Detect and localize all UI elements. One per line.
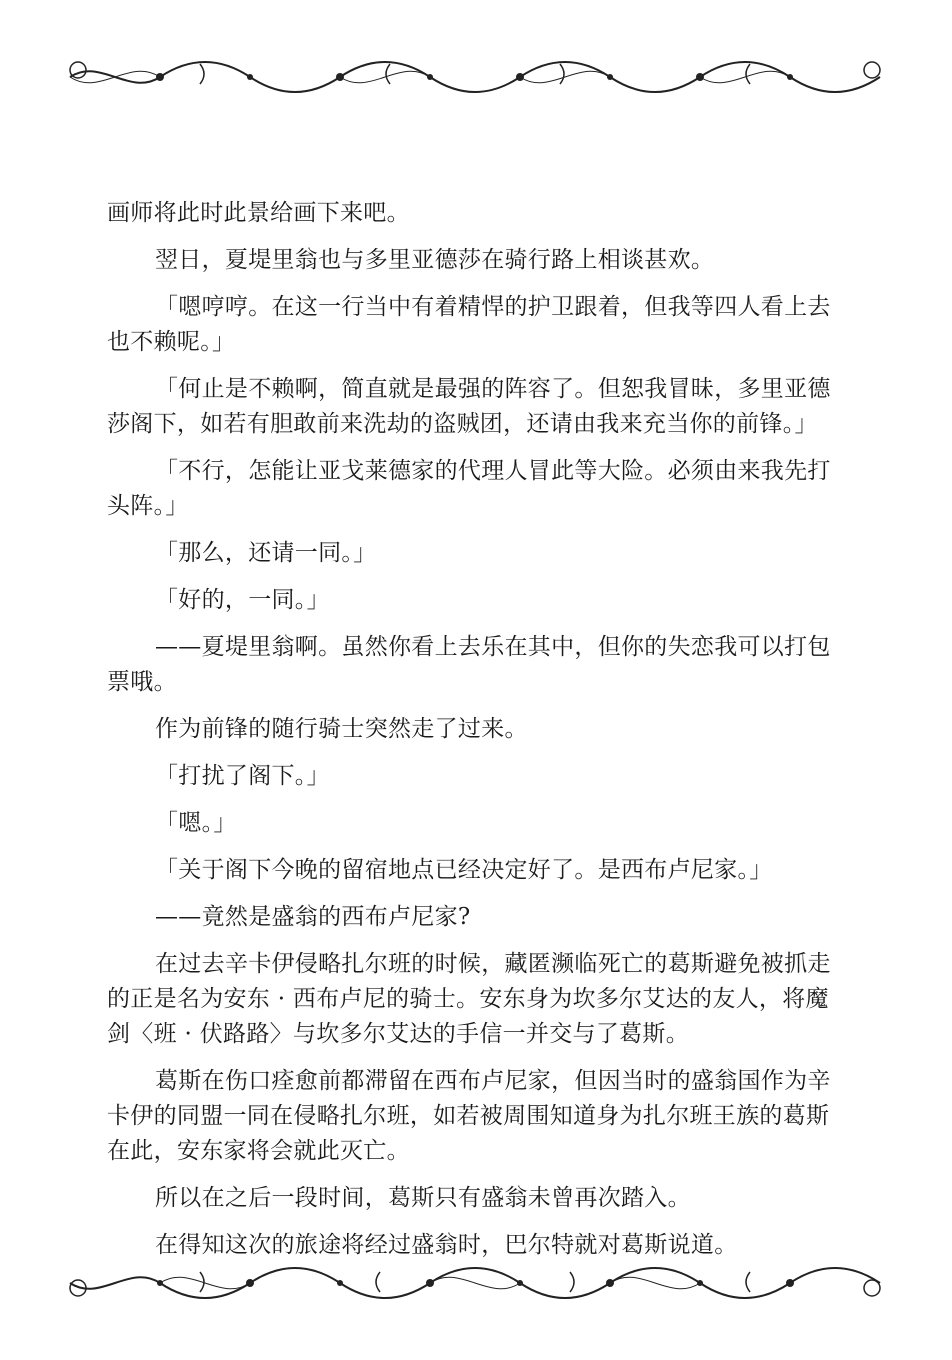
paragraph: 「那么，还请一同。」 [155, 540, 377, 566]
paragraph: 翌日，夏堤里翁也与多里亚德莎在骑行路上相谈甚欢。 [155, 247, 715, 273]
paragraph: 「不行，怎能让亚戈莱德家的代理人冒此等大险。必须由来我先打头阵。」 [107, 458, 831, 519]
paragraph: 所以在之后一段时间，葛斯只有盛翁未曾再次踏入。 [155, 1185, 691, 1211]
paragraph: ——夏堤里翁啊。虽然你看上去乐在其中，但你的失恋我可以打包票哦。 [107, 634, 831, 695]
paragraph: 「打扰了阁下。」 [155, 763, 330, 789]
paragraph: 「嗯哼哼。在这一行当中有着精悍的护卫跟着，但我等四人看上去也不赖呢。」 [107, 294, 831, 355]
top-ornament-border [60, 52, 890, 102]
paragraph: 作为前锋的随行骑士突然走了过来。 [155, 716, 528, 742]
vine-ornament-icon [60, 52, 890, 102]
paragraph: 「嗯。」 [155, 810, 237, 836]
paragraph: 画师将此时此景给画下来吧。 [107, 200, 410, 226]
paragraph: 「关于阁下今晚的留宿地点已经决定好了。是西布卢尼家。」 [155, 857, 773, 883]
paragraph: 在得知这次的旅途将经过盛翁时，巴尔特就对葛斯说道。 [155, 1232, 738, 1258]
bottom-ornament-border [60, 1258, 890, 1308]
paragraph: 在过去辛卡伊侵略扎尔班的时候，藏匿濒临死亡的葛斯避免被抓走的正是名为安东 · 西布卢尼的骑士。安东身为坎多尔艾达的友人，将魔剑〈班 · 伏路路〉与坎多尔艾达的手信一并交与了葛斯。 [107, 951, 831, 1047]
page-body [107, 196, 847, 1275]
vine-ornament-icon [60, 1258, 890, 1308]
paragraph: ——竟然是盛翁的西布卢尼家? [155, 904, 471, 930]
paragraph: 「好的，一同。」 [155, 587, 330, 613]
paragraph: 「何止是不赖啊，简直就是最强的阵容了。但恕我冒昧，多里亚德莎阁下，如若有胆敢前来洗劫的盗贼团，还请由我来充当你的前锋。」 [107, 376, 831, 437]
paragraph: 葛斯在伤口痊愈前都滞留在西布卢尼家，但因当时的盛翁国作为辛卡伊的同盟一同在侵略扎尔班，如若被周围知道身为扎尔班王族的葛斯在此，安东家将会就此灭亡。 [107, 1068, 831, 1164]
